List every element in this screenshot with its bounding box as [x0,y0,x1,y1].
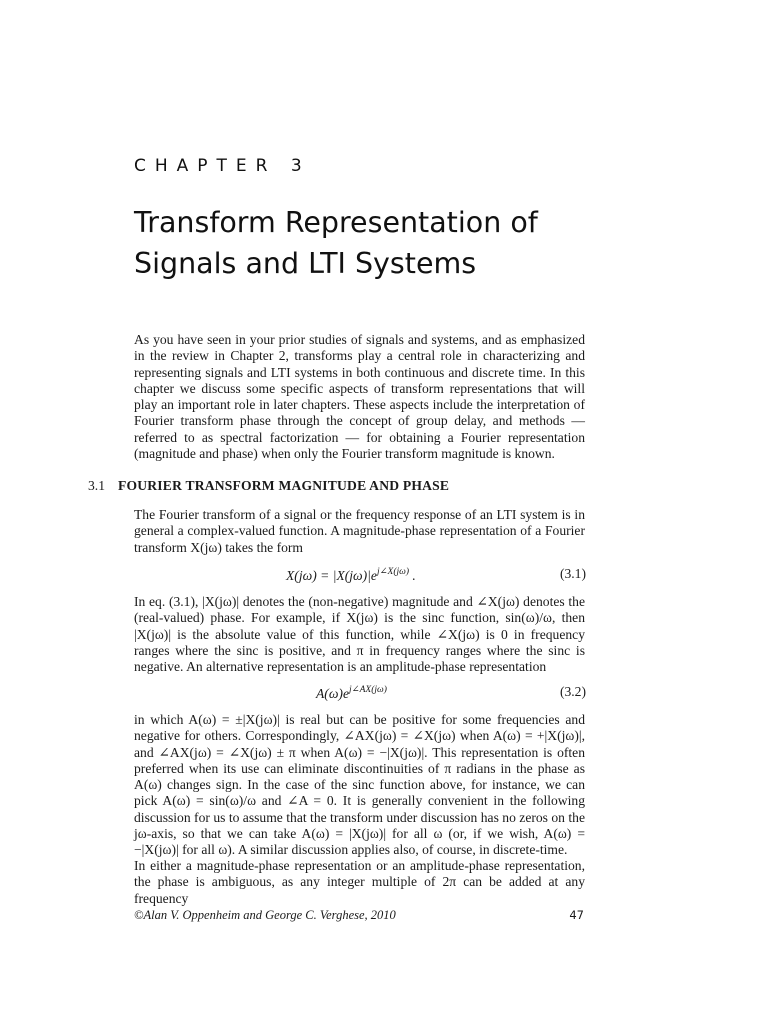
body-paragraph: in which A(ω) = ±|X(jω)| is real but can be positive for some frequencies and negative for others. Correspondingly, ∠AX(jω) = ∠X(jω) when A(ω) = +|X(jω)|, and ∠AX(jω) = ∠X(jω) ± π when A(ω) = −|X(jω)|. This representation is often preferred when its use can eliminate discontinuities of π radians in the phase as A(ω) changes sign. In the case of the sinc function above, for instance, we can pick A(ω) = sin(ω)/ω and ∠A = 0. It is generally convenient in the following discussion for us to assume that the transform under discussion has no zeros on the jω-axis, so that we can take A(ω) = |X(jω)| for all ω (or, if we wish, A(ω) = −|X(jω)| for all ω). A similar discussion applies also, of course, in discrete-time. [134,712,585,858]
equation-number: (3.1) [559,566,586,581]
equation-exponent: j∠X(jω) [376,567,410,577]
equation-exponent: j∠AX(jω) [349,685,387,695]
equation-number: (3.2) [559,684,586,699]
chapter-title: Transform Representation of Signals and LTI Systems [134,206,538,280]
page-number: 47 [569,908,584,922]
equation-body: X(jω) = |X(jω)|e [286,568,377,583]
body-paragraph: In eq. (3.1), |X(jω)| denotes the (non-negative) magnitude and ∠X(jω) denotes the (real-valued) phase. For example, if X(jω) is the sinc function, sin(ω)/ω, then |X(jω)| is the absolute value of this function, while ∠X(jω) is 0 in frequency ranges where the sinc is positive, and π in frequency ranges where the sinc is negative. An alternative representation is an amplitude-phase representation [134,594,585,675]
equation-3-1 [286,566,416,584]
section-number: 3.1 [88,478,105,493]
equation-tail: . [409,568,416,583]
equation-body: A(ω)e [316,686,349,701]
footer-copyright: ©Alan V. Oppenheim and George C. Verghese, 2010 [134,908,396,922]
section-title: FOURIER TRANSFORM MAGNITUDE AND PHASE [118,478,450,493]
equation-3-2 [316,684,387,702]
body-paragraph: In either a magnitude-phase representation or an amplitude-phase representation, the phase is ambiguous, as any integer multiple of 2π can be added at any frequency [134,858,585,906]
body-paragraph: The Fourier transform of a signal or the frequency response of an LTI system is in general a complex-valued function. A magnitude-phase representation of a Fourier transform X(jω) takes the form [134,507,585,555]
chapter-label: CHAPTER 3 [134,156,311,176]
intro-paragraph: As you have seen in your prior studies of signals and systems, and as emphasized in the review in Chapter 2, transforms play a central role in characterizing and representing signals and LTI systems in both continuous and discrete time. In this chapter we discuss some specific aspects of transform representations that will play an important role in later chapters. These aspects include the interpretation of Fourier transform phase through the concept of group delay, and methods — referred to as spectral factorization — for obtaining a Fourier representation (magnitude and phase) when only the Fourier transform magnitude is known. [134,332,585,462]
